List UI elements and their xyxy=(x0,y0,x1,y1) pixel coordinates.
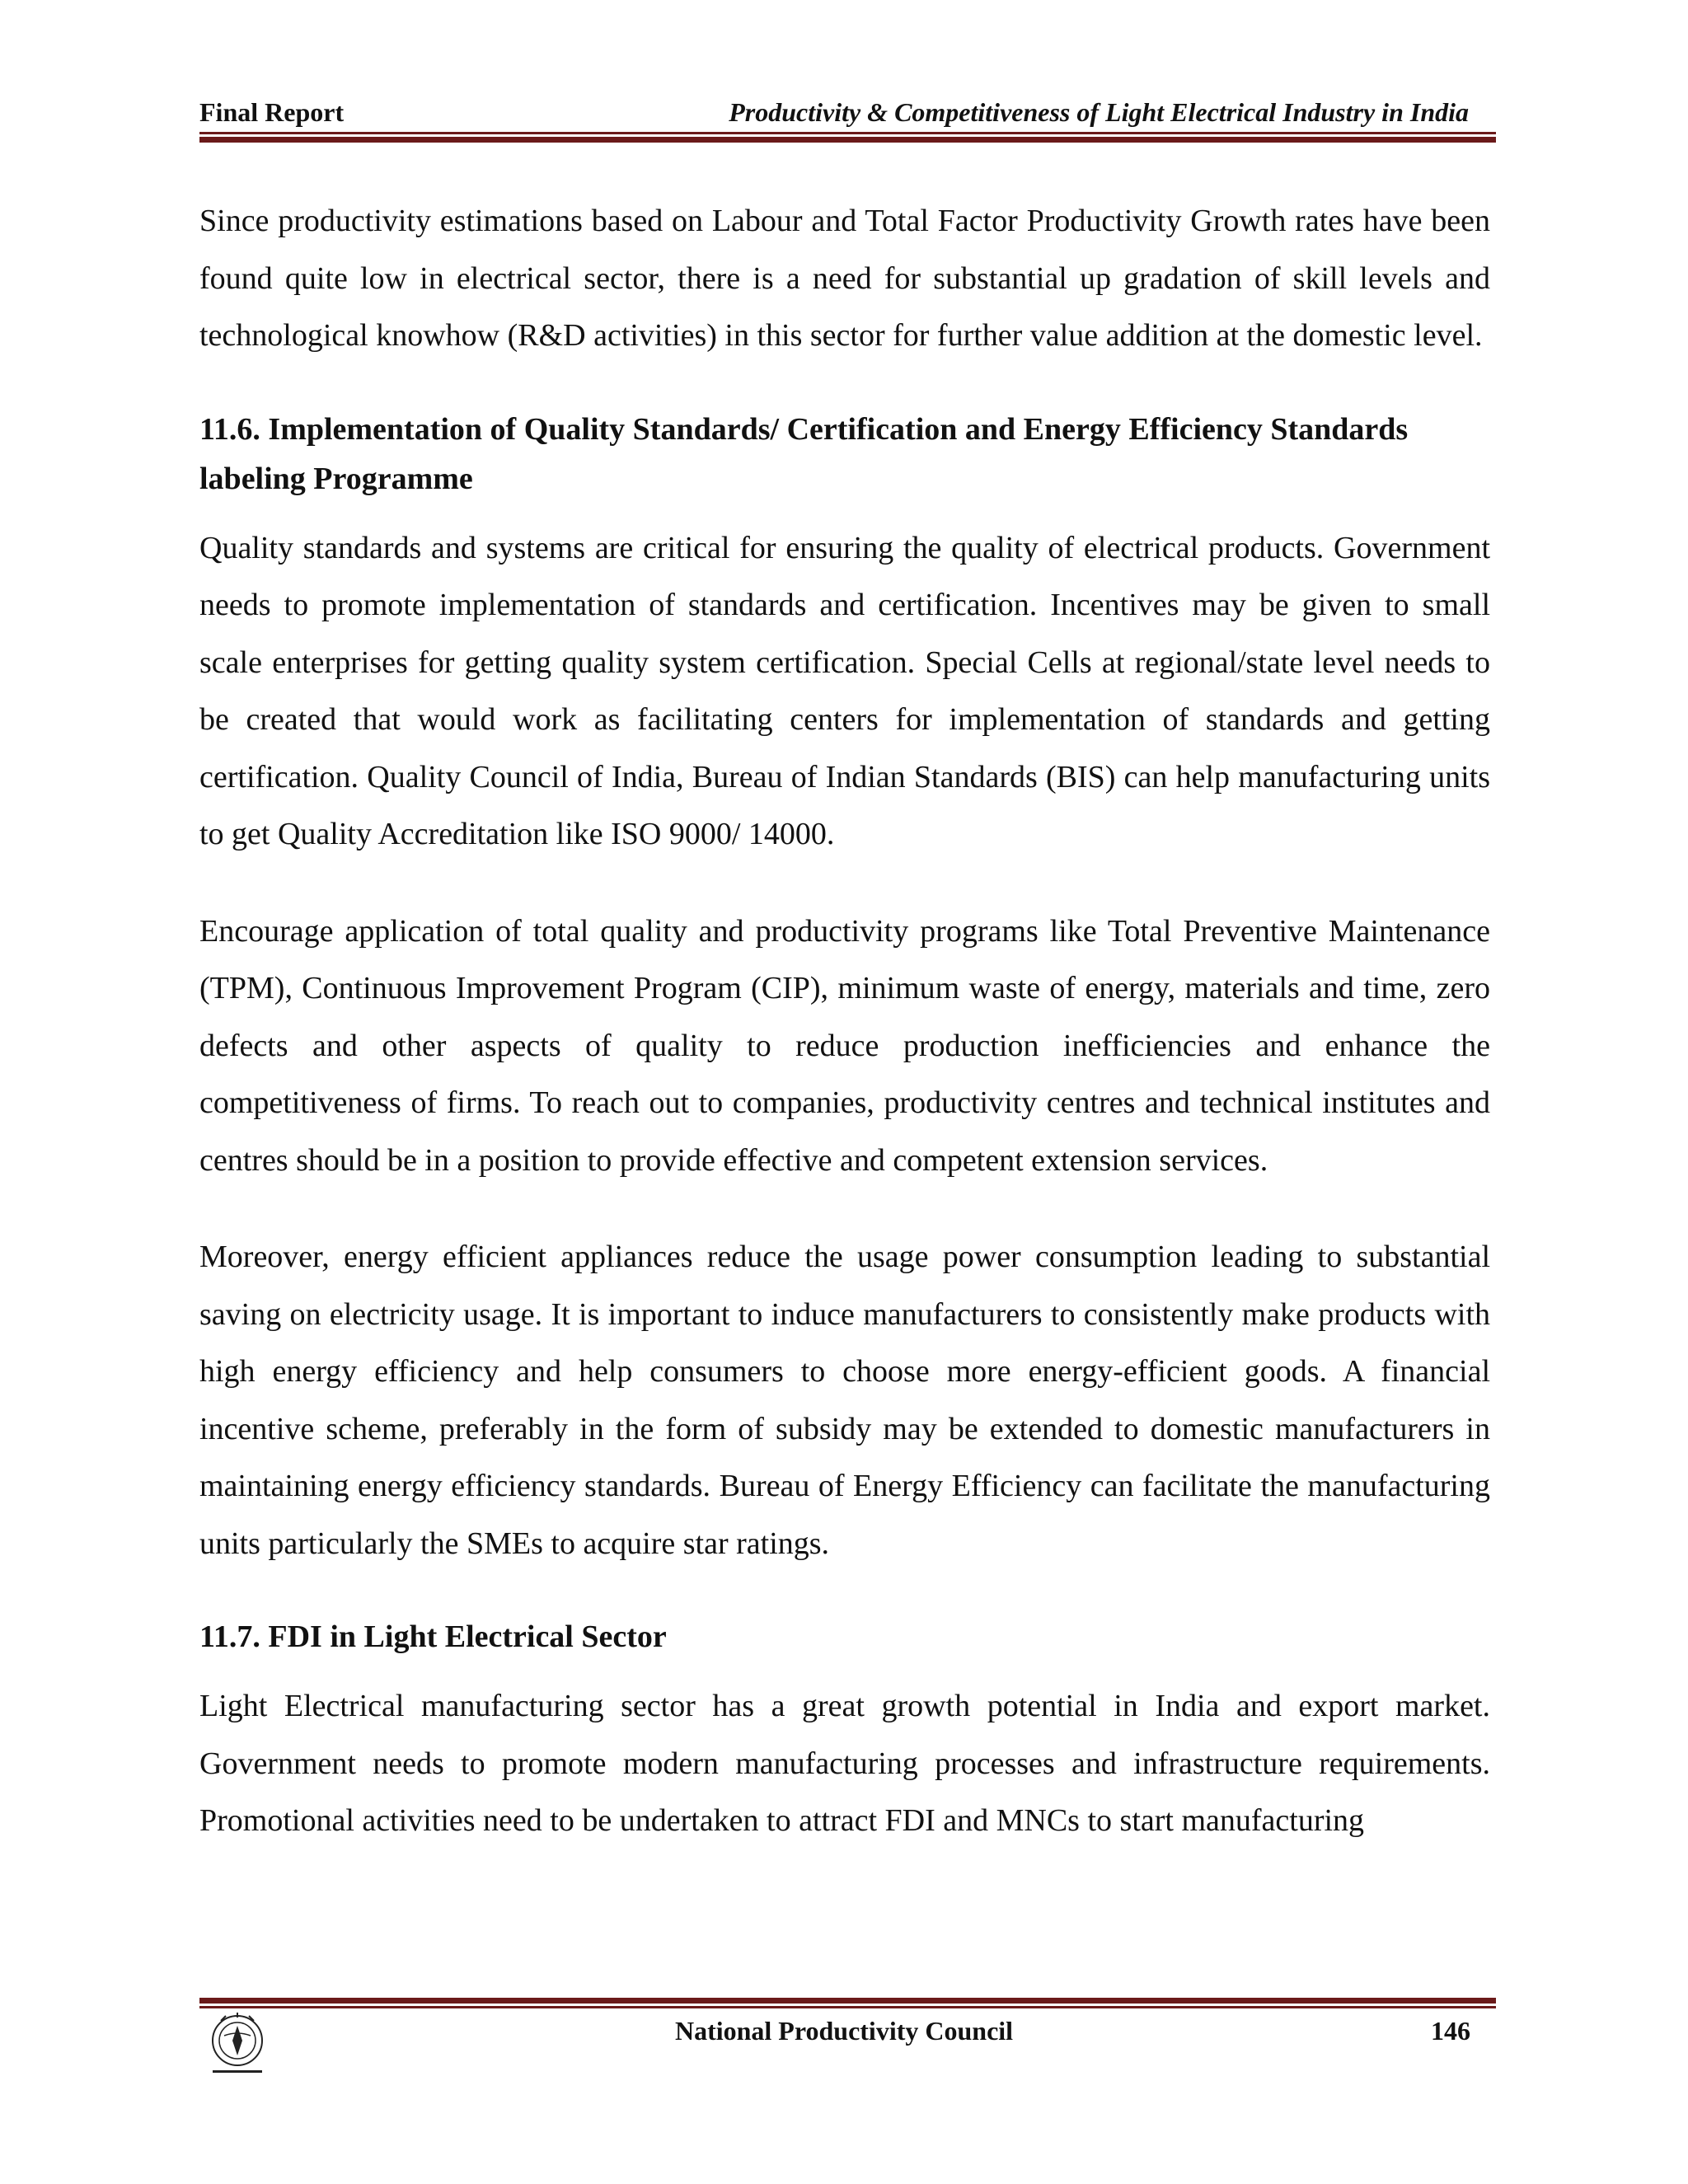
header-rule-thin xyxy=(199,132,1496,134)
section-heading-11-7: 11.7. FDI in Light Electrical Sector xyxy=(199,1619,667,1654)
page-body xyxy=(199,193,1490,1890)
paragraph-productivity: Since productivity estimations based on Labour and Total Factor Productivity Growth rates have been found quite low in electrical sector, there is a need for substantial up gradation of skill levels and technological knowhow (R&D activities) in this sector for further value addition at the domestic level. xyxy=(199,204,1490,353)
header-rule-thick xyxy=(199,137,1496,143)
header-right-title: Productivity & Competitiveness of Light Electrical Industry in India xyxy=(729,97,1469,127)
paragraph-quality-standards: Quality standards and systems are critical for ensuring the quality of electrical products. Government needs to promote implementation of standards and certification. Incentives may be given to small scale enterprises for getting quality system certification. Special Cells at regional/state level needs to be created that would work as facilitating centers for implementation of standards and getting certification. Quality Council of India, Bureau of Indian Standards (BIS) can help manufacturing units to get Quality Accreditation like ISO 9000/ 14000. xyxy=(199,530,1490,851)
page-number: 146 xyxy=(1431,2016,1470,2046)
paragraph-quality-programs: Encourage application of total quality and productivity programs like Total Preventive Maintenance (TPM), Continuous Improvement Program (CIP), minimum waste of energy, materials and time, zero defects and other aspects of quality to reduce production inefficiencies and enhance the competitiveness of firms. To reach out to companies, productivity centres and technical institutes and centres should be in a position to provide effective and competent extension services. xyxy=(199,913,1490,1178)
paragraph-energy-efficiency: Moreover, energy efficient appliances reduce the usage power consumption leading to substantial saving on electricity usage. It is important to induce manufacturers to consistently make products with high energy efficiency and help consumers to choose more energy-efficient goods. A financial incentive scheme, preferably in the form of subsidy may be extended to domestic manufacturers in maintaining energy efficiency standards. Bureau of Energy Efficiency can facilitate the manufacturing units particularly the SMEs to acquire star ratings. xyxy=(199,1240,1490,1561)
header-left-title: Final Report xyxy=(199,97,345,127)
section-heading-11-6: 11.6. Implementation of Quality Standards/ Certification and Energy Efficiency Standards labeling Programme xyxy=(199,411,1409,496)
footer-organization: National Productivity Council xyxy=(674,2016,1014,2046)
paragraph-fdi: Light Electrical manufacturing sector has a great growth potential in India and export market. Government needs to promote modern manufacturing processes and infrastructure requirements. Promotional activities need to be undertaken to attract FDI and MNCs to start manufacturing xyxy=(199,1689,1490,1838)
footer-rule-thin xyxy=(199,2006,1496,2008)
footer-rule-thick xyxy=(199,1998,1496,2004)
